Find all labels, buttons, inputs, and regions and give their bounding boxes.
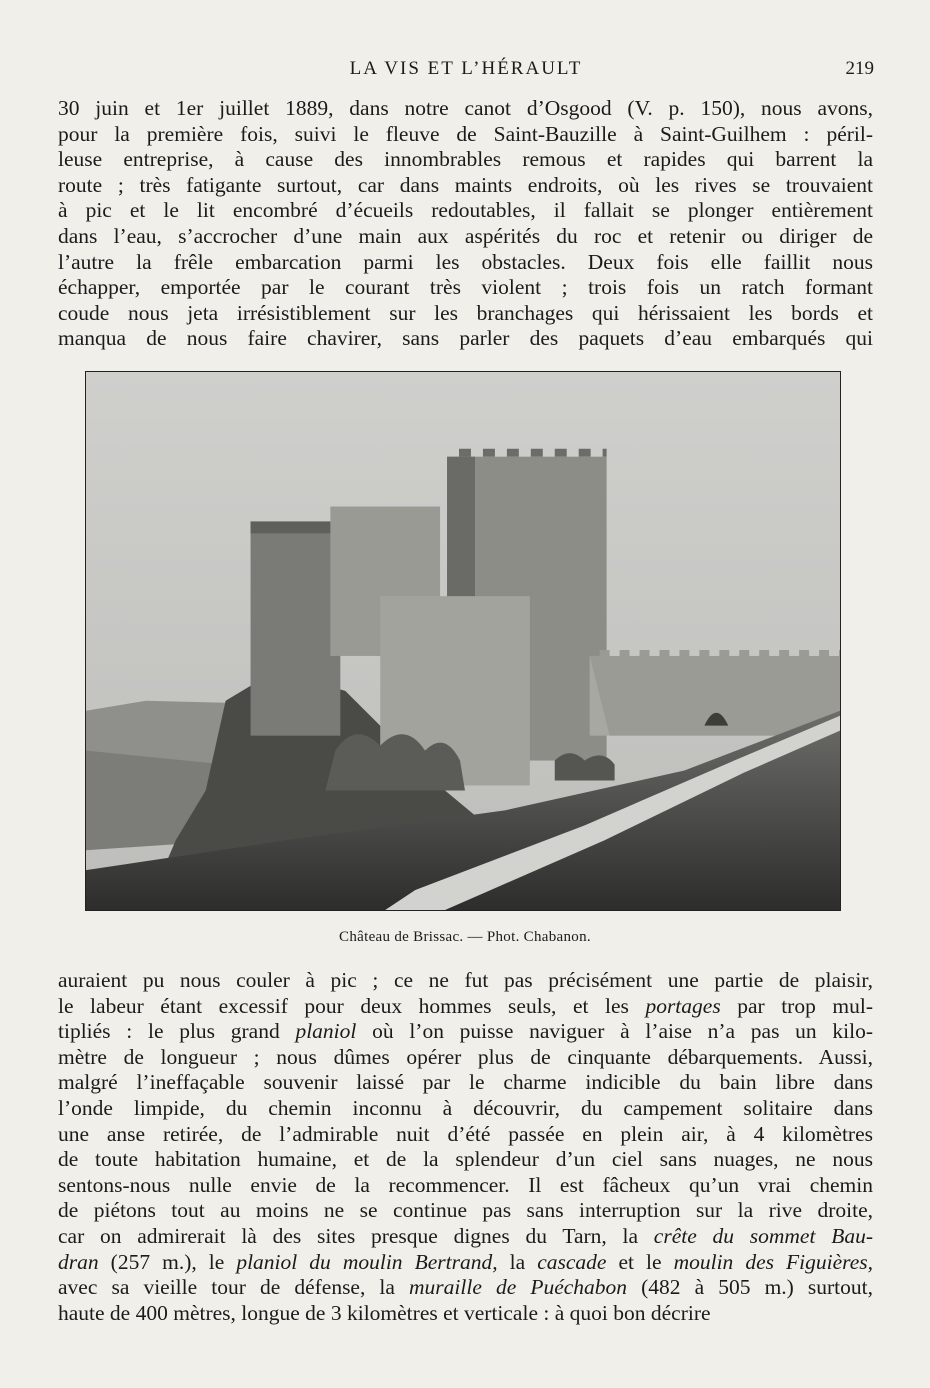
- paragraph-top: [58, 96, 873, 352]
- paragraph-bottom: [58, 968, 873, 1326]
- running-title: LA VIS ET L’HÉRAULT: [349, 58, 583, 79]
- text-line: de toute habitation humaine, et de la splendeur d’un ciel sans nuages, ne nous: [58, 1147, 873, 1172]
- text-line: car on admirerait là des sites presque dignes du Tarn, la crête du sommet Bau-: [58, 1223, 873, 1248]
- text-line: mètre de longueur ; nous dûmes opérer plus de cinquante débarquements. Aussi,: [58, 1044, 873, 1069]
- text-line: échapper, emportée par le courant très violent ; trois fois un ratch formant: [58, 275, 873, 300]
- text-line: à pic et le lit encombré d’écueils redoutables, il fallait se plonger entièrement: [58, 198, 873, 223]
- italic-term: portages: [645, 993, 721, 1018]
- text-line: avec sa vieille tour de défense, la muraille de Puéchabon (482 à 505 m.) surtout,: [58, 1275, 874, 1300]
- italic-term: planiol: [295, 1019, 357, 1044]
- text-line: 30 juin et 1er juillet 1889, dans notre canot d’Osgood (V. p. 150), nous avons,: [58, 96, 873, 120]
- text-line: dans l’eau, s’accrocher d’une main aux aspérités du roc et retenir ou diriger de: [58, 223, 873, 248]
- text-line: coude nous jeta irrésistiblement sur les branchages qui hérissaient les bords et: [58, 300, 873, 325]
- italic-term: crête du sommet Bau-: [653, 1223, 873, 1248]
- text-line: route ; très fatigante surtout, car dans maints endroits, où les rives se trouvaient: [58, 172, 873, 197]
- text-line: leuse entreprise, à cause des innombrables remous et rapides qui barrent la: [58, 147, 873, 172]
- text-line: manqua de nous faire chavirer, sans parler des paquets d’eau embarqués qui: [58, 326, 873, 351]
- text-line: de piétons tout au moins ne se continue pas sans interruption sur la rive droite,: [58, 1198, 873, 1223]
- italic-term: moulin des Figuières,: [673, 1249, 874, 1274]
- italic-term: muraille de Puéchabon: [409, 1275, 628, 1300]
- text-line: pour la première fois, suivi le fleuve de Saint-Bauzille à Saint-Guilhem : péril-: [58, 121, 873, 146]
- text-line: auraient pu nous couler à pic ; ce ne fut pas précisément une partie de plaisir,: [58, 968, 873, 992]
- page-header: [58, 52, 874, 82]
- text-line: l’onde limpide, du chemin inconnu à découvrir, du campement solitaire dans: [58, 1095, 873, 1120]
- text-line: l’autre la frêle embarcation parmi les obstacles. Deux fois elle faillit nous: [58, 249, 873, 274]
- page-number: 219: [845, 58, 874, 79]
- text-line: haute de 400 mètres, longue de 3 kilomètres et verticale : à quoi bon décrire: [58, 1300, 711, 1325]
- text-line: sentons-nous nulle envie de la recommencer. Il est fâcheux qu’un vrai chemin: [58, 1172, 873, 1197]
- text-line: malgré l’ineffaçable souvenir laissé par le charme indicible du bain libre dans: [58, 1070, 873, 1095]
- text-line: le labeur étant excessif pour deux hommes seuls, et les portages par trop mul-: [58, 993, 873, 1018]
- italic-term: planiol du moulin Bertrand,: [236, 1249, 498, 1274]
- text-line: tipliés : le plus grand planiol où l’on puisse naviguer à l’aise n’a pas un kilo-: [58, 1019, 874, 1044]
- text-line: une anse retirée, de l’admirable nuit d’été passée en plein air, à 4 kilomètres: [58, 1121, 873, 1146]
- text-line: dran (257 m.), le planiol du moulin Bertrand, la cascade et le moulin des Figuières,: [58, 1249, 874, 1274]
- castle-illustration: [86, 372, 840, 910]
- figure-caption: Château de Brissac. — Phot. Chabanon.: [339, 929, 591, 945]
- castle-photograph: [85, 371, 841, 911]
- italic-term: dran: [58, 1249, 99, 1274]
- italic-term: cascade: [537, 1249, 607, 1274]
